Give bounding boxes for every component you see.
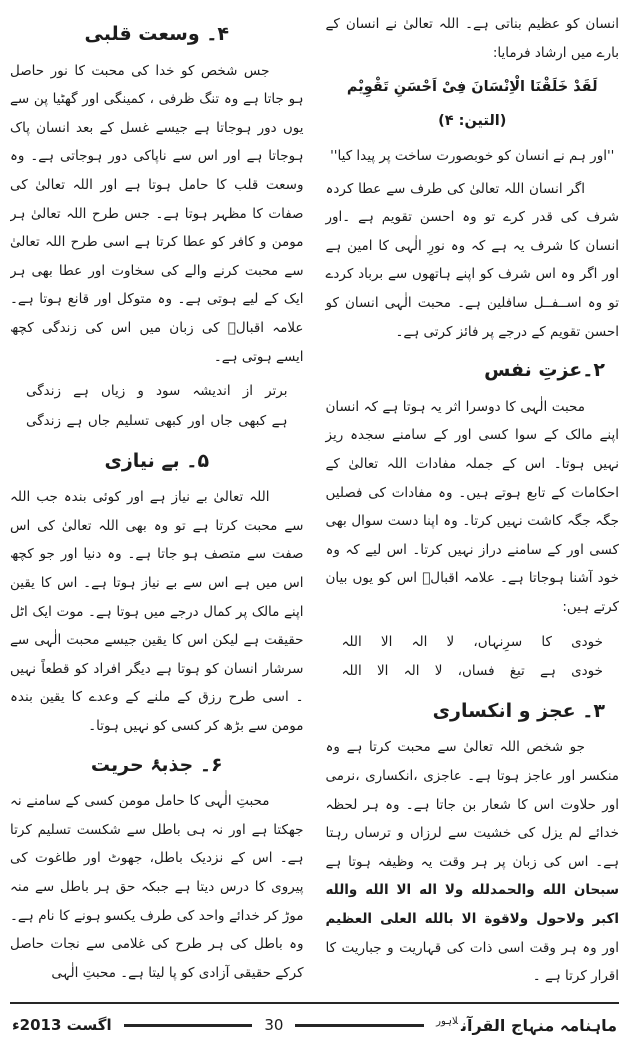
arabic-dhikr-phrase: سبحان الله والحمدلله ولا اله الا الله والله اكبر ولاحول ولاقوة الا بالله العلی العظیم [325, 882, 619, 928]
section-heading-jazba-hurriyat: ۶۔ جذبۂ حریت [90, 753, 223, 776]
footer-line-right [295, 1024, 424, 1027]
section-heading-be-niazi: ۵۔ بے نیازی [104, 449, 210, 472]
ajz-text-end: اور وہ ہر وقت اسی ذات کی قہاریت و جباریت کا اقرار کرتا ہے ۔ [325, 939, 619, 985]
section-heading-ajz-inkisari: ۳۔ عجز و انکساری [432, 699, 605, 722]
paragraph-izzat-nafs: محبت الٰہی کا دوسرا اثر یہ ہوتا ہے کہ انسان اپنے مالک کے سوا کسی اور کے سامنے سجدہ ریز نہیں ہوتا۔ اس کے جملہ مفادات اللہ تعالیٰ کے احکامات کے تابع ہوتے ہیں۔ وہ مفادات کی فصلیں جگہ جگہ کاشت نہیں کرتا۔ وہ اپنا دست سوال بھی کسی اور کے سامنے دراز نہیں کرتا۔ اس لیے کہ وہ خود آشنا ہوجاتا ہے۔ علامہ اقبالؒ اس کو یوں بیان کرتے ہیں: [325, 398, 619, 615]
poetry-couplet-zindagi [10, 377, 304, 436]
magazine-title-text: ماہنامہ منہاج القرآن [460, 1015, 618, 1035]
page-footer [10, 1004, 619, 1046]
issue-date: اگست 2013ء [12, 1016, 112, 1034]
quran-verse: لَقَدْ خَلَقْنَا الْاِنْسَانَ فِیْ اَحْسَنِ تَقْوِیْم (التین: ۴) [346, 79, 598, 129]
ajz-text-intro: جو شخص اللہ تعالیٰ سے محبت کرتا ہے وہ منکسر اور عاجز ہوتا ہے۔ عاجزی ،انکساری ،نرمی اور حلاوت اس کا شعار بن جاتا ہے۔ وہ ہر لحظہ خدائے لم یزل کی خشیت سے لرزاں و ترساں رہتا ہے۔ اس کی زبان پر ہر وقت یہ وظیفہ ہوتا ہے [325, 739, 619, 870]
page-number: 30 [264, 1016, 284, 1034]
paragraph-wusat-qalbi: جس شخص کو خدا کی محبت کا نور حاصل ہو جاتا ہے وہ تنگ ظرفی ، کمینگی اور گھٹیا پن سے یوں دور ہوجاتا ہے جیسے غسل کے بعد انسان پاک ہوجاتا ہے اور اس سے ناپاکی دور ہوجاتی ہے۔ وہ وسعت قلب کا حامل ہوتا ہے اور اللہ تعالیٰ کی صفات کا مظہر ہوتا ہے۔ جس طرح اللہ تعالیٰ ہر مومن و کافر کو عطا کرتا ہے اسی طرح اللہ تعالیٰ سے محبت کرنے والے کی سخاوت اور عطا بھی ہر ایک کے لیے ہوتی ہے۔ وہ متوکل اور قانع ہوتا ہے۔ علامہ اقبالؒ کی زبان میں اس کی زندگی کچھ ایسے ہوتی ہے۔ [10, 62, 304, 365]
two-column-layout [10, 10, 619, 998]
magazine-name [436, 1016, 617, 1035]
couplet-line-2: ہے کبھی جاں اور کبھی تسلیم جاں ہے زندگی [26, 412, 288, 429]
paragraph-ajz-inkisari [326, 733, 620, 990]
poetry-couplet-khudi [326, 628, 620, 687]
section-heading-wusat-qalbi: ۴۔ وسعت قلبی [84, 23, 229, 45]
quran-translation: ''اور ہم نے انسان کو خوبصورت ساخت پر پیدا کیا'' [330, 147, 615, 164]
couplet-line-2: خودی ہے تیغ فساں، لا الہ الا اللہ [341, 663, 603, 680]
paragraph-jazba-hurriyat: محبتِ الٰہی کا حامل مومن کسی کے سامنے نہ جھکتا ہے اور نہ ہی باطل سے شکست تسلیم کرتا ہے۔ اس کے نزدیک باطل، جھوٹ اور طاغوت کی پیروی کا درس دیتا ہے جبکہ حق ہر باطل سے منہ موڑ کر خدائے واحد کی طرف یکسو ہونے کا نام ہے۔ وہ باطل کی ہر طرح کی غلامی سے نجات حاصل کرکے حقیقی آزادی کو پا لیتا ہے۔ محبتِ الٰہی [10, 793, 304, 981]
couplet-line-1: خودی کا سرِنہاں، لا الہ الا اللہ [341, 633, 603, 650]
footer-line-left [124, 1024, 253, 1027]
paragraph-be-niazi: اللہ تعالیٰ بے نیاز ہے اور کوئی بندہ جب اللہ سے محبت کرتا ہے تو وہ بھی اللہ تعالیٰ کی اس صفت سے متصف ہو جاتا ہے۔ وہ دنیا اور جو کچھ اس میں ہے اس سے بے نیاز ہوتا ہے۔ اس کا یقین اپنے مالک پر کمال درجے میں ہوتا ہے۔ موت ایک اٹل حقیقت ہے لیکن اس کا یقین جیسے محبت الٰہی سے سرشار انسان کو ہوتا ہے دیگر افراد کو قطعاً نہیں ۔ اسی طرح رزق کے ملنے کے وعدے کا یقین بندہ مومن سے بڑھ کر کسی کو نہیں ہوتا۔ [10, 489, 304, 734]
paragraph-continuation: انسان کو عظیم بناتی ہے۔ اللہ تعالیٰ نے انسان کے بارے میں ارشاد فرمایا: [325, 16, 619, 61]
couplet-line-1: برتر از اندیشہ سود و زیاں ہے زندگی [26, 383, 288, 400]
magazine-city-text: لاہور [436, 1016, 458, 1028]
paragraph-ahsan-taqweem: اگر انسان اللہ تعالیٰ کی طرف سے عطا کردہ شرف کی قدر کرے تو وہ احسن تقویم ہے ۔اور انسان کا شرف یہ ہے کہ وہ نورِ الٰہی کا امین ہے اور اگر وہ اس شرف کو اپنے ہاتھوں سے برباد کردے تو وہ اســفــل سافلین ہے۔ محبت الٰہی انسان کو احسن تقویم کے درجے پر فائز کرتی ہے۔ [325, 180, 619, 340]
section-heading-izzat-nafs: ۲۔عزتِ نفس [484, 359, 605, 382]
right-column [326, 10, 620, 998]
left-column [10, 10, 304, 998]
